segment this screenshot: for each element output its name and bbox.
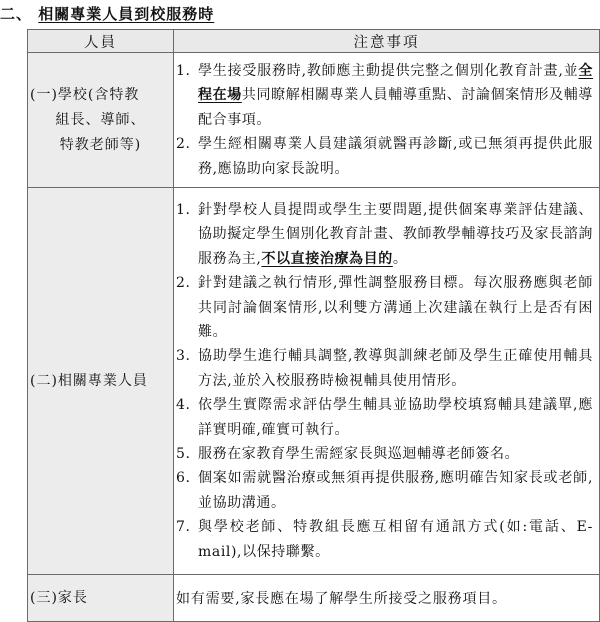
list-item: [176, 132, 593, 181]
notes-cell-school: [174, 53, 600, 188]
role-cell-school: [28, 53, 174, 188]
role-line: 組長、導師、: [55, 111, 146, 128]
item-text: 個案如需就醫治療或無須再提供服務,應明確告知家長或老師,並協助溝通。: [198, 470, 593, 511]
notes-cell-professional: [174, 188, 600, 575]
table-row: [28, 188, 600, 575]
role-line: 特教老師等): [59, 136, 142, 153]
item-text: 針對學校人員提問或學生主要問題,提供個案專業評估建議、協助擬定學生個別化教育計畫、教師教學輔導技巧及家長諮詢服務為主,: [198, 201, 593, 267]
item-number: 1.: [176, 201, 191, 218]
item-text: 服務在家教育學生需經家長與巡迴輔導老師簽名。: [198, 446, 520, 463]
role-cell-parents: [28, 575, 174, 622]
list-item: [176, 59, 593, 132]
section-title: 相關專業人員到校服務時: [38, 5, 215, 23]
list-item: [176, 344, 593, 393]
role-cell-professional: [28, 188, 174, 575]
item-number: 3.: [176, 348, 191, 365]
item-text-tail: 共同瞭解相關專業人員輔導重點、討論個案情形及輔導配合事項。: [198, 87, 593, 128]
item-number: 4.: [176, 397, 191, 414]
list-item: [176, 393, 593, 442]
notes-cell-parents: 如有需要,家長應在場了解學生所接受之服務項目。: [174, 575, 600, 622]
role-line: (三)家長: [30, 589, 88, 606]
table-header-row: [28, 30, 600, 53]
list-item: [176, 466, 593, 515]
table-row: [28, 575, 600, 622]
item-text: 與學校老師、特教組長應互相留有通訊方式(如:電話、E-mail),以保持聯繫。: [198, 519, 593, 560]
item-number: 6.: [176, 470, 191, 487]
item-emphasis: 全程在場: [198, 62, 593, 104]
item-number: 7.: [176, 519, 191, 536]
item-number: 2.: [176, 136, 191, 153]
section-prefix: 二、: [0, 5, 33, 23]
header-notes: 注意事項: [174, 30, 600, 53]
list-item: [176, 271, 593, 344]
item-text: 學生經相關專業人員建議須就醫再診斷,或已無須再提供此服務,應協助向家長說明。: [198, 136, 593, 177]
item-text: 針對建議之執行情形,彈性調整服務目標。每次服務應與老師共同討論個案情形,以利雙方溝通上次建議在執行上是否有困難。: [198, 275, 593, 340]
guidelines-table: [27, 29, 600, 622]
item-text-tail: 。: [392, 250, 408, 267]
list-item: [176, 198, 593, 271]
table-row: [28, 53, 600, 188]
item-text: 學生接受服務時,教師應主動提供完整之個別化教育計畫,並: [198, 62, 579, 79]
item-number: 1.: [176, 62, 191, 79]
header-personnel: 人員: [28, 30, 174, 53]
item-emphasis: 不以直接治療為目的: [261, 250, 393, 267]
item-text: 協助學生進行輔具調整,教導與訓練老師及學生正確使用輔具方法,並於入校服務時檢視輔具使用情形。: [198, 348, 593, 389]
item-text: 依學生實際需求評估學生輔具並協助學校填寫輔具建議單,應詳實明確,確實可執行。: [198, 397, 593, 438]
section-heading: [0, 2, 214, 26]
item-number: 5.: [176, 446, 191, 463]
role-line: (二)相關專業人員: [30, 372, 148, 389]
item-number: 2.: [176, 275, 191, 292]
role-line: (一)學校(含特教: [30, 86, 140, 103]
list-item: [176, 515, 593, 564]
list-item: [176, 442, 593, 466]
